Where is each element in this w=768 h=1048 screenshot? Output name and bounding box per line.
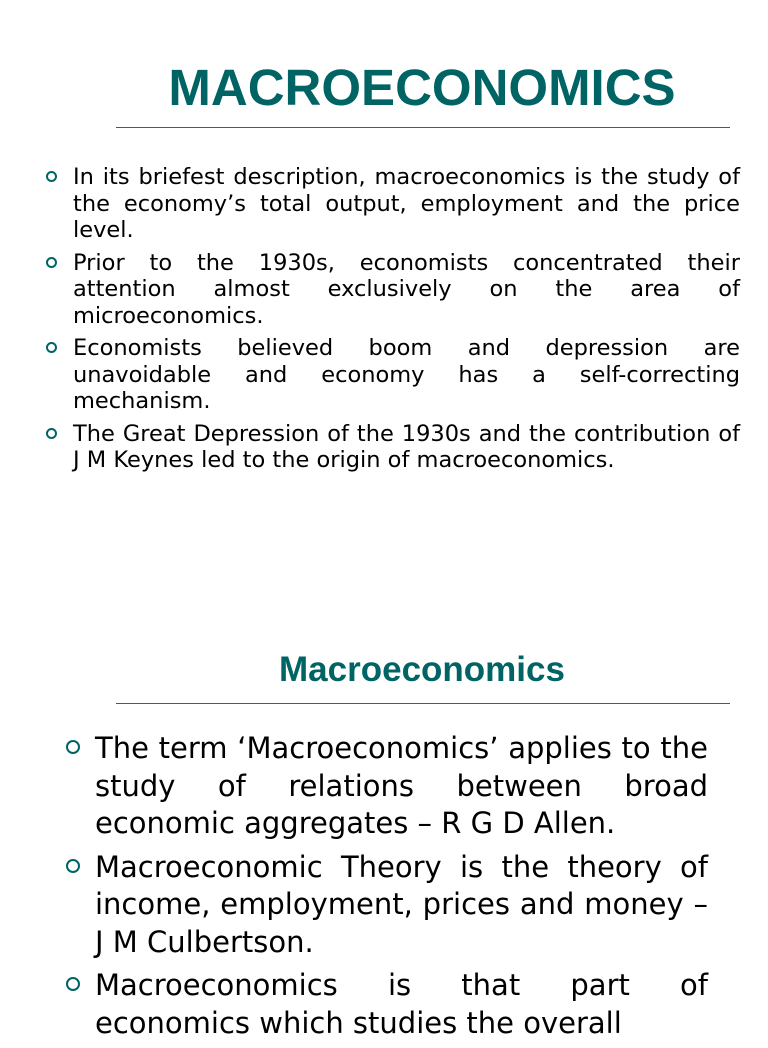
list-item — [66, 967, 708, 1042]
slide-title: Macroeconomics — [279, 650, 565, 689]
list-item — [46, 421, 740, 474]
bullet-icon — [46, 428, 57, 439]
title-divider — [116, 127, 730, 128]
bullet-text: The term ‘Macroeconomics’ applies to the study of relations between broad economic aggregates – R G D Allen. — [95, 731, 708, 840]
list-item — [66, 849, 708, 962]
bullet-list — [46, 164, 740, 480]
bullet-text: The Great Depression of the 1930s and the contribution of J M Keynes led to the origin of macroeconomics. — [73, 420, 740, 473]
title-divider — [116, 703, 730, 704]
list-item — [46, 164, 740, 244]
bullet-text: Prior to the 1930s, economists concentrated their attention almost exclusively on the area of microeconomics. — [73, 249, 740, 329]
bullet-icon — [66, 859, 80, 873]
bullet-icon — [46, 257, 57, 268]
bullet-text: Macroeconomics is that part of economics which studies the overall — [95, 968, 708, 1040]
bullet-icon — [46, 342, 57, 353]
list-item — [46, 335, 740, 415]
bullet-icon — [66, 740, 80, 754]
slide-title: MACROECONOMICS — [168, 59, 676, 116]
bullet-text: Economists believed boom and depression are unavoidable and economy has a self-correcting mechanism. — [73, 335, 740, 414]
list-item — [46, 250, 740, 330]
bullet-text: In its briefest description, macroeconomics is the study of the economy’s total output, employment and the price level. — [73, 164, 740, 243]
bullet-text: Macroeconomic Theory is the theory of income, employment, prices and money – J M Culbertson. — [95, 849, 708, 959]
list-item — [66, 730, 708, 843]
slide-2 — [0, 600, 768, 1040]
bullet-icon — [46, 171, 57, 182]
bullet-list — [66, 730, 708, 1048]
bullet-icon — [66, 977, 80, 991]
